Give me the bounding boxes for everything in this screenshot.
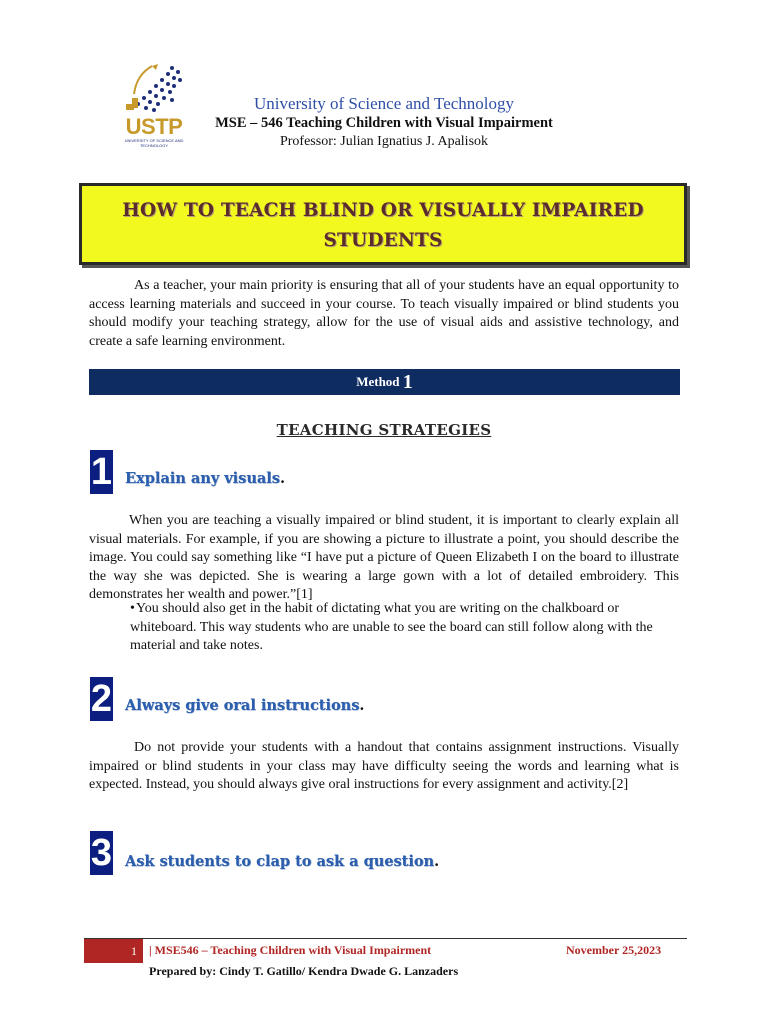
intro-text: As a teacher, your main priority is ensuring that all of your students have an equal opportunity to access learning materials and succeed in your course. To teach visually impaired or blind students you should modify your teaching strategy, allow for the use of visual aids and assistive technology, and create a safe learning environment. <box>89 278 679 349</box>
footer-date: November 25,2023 <box>566 943 662 957</box>
step-1-paragraph <box>89 512 679 605</box>
method-label: Method <box>356 374 400 389</box>
step-3-number-block: 3 <box>90 832 113 874</box>
bullet-marker: • <box>130 601 135 616</box>
document-title-line-1: HOW TO TEACH BLIND OR VISUALLY IMPAIRED <box>122 200 644 221</box>
step-1-title-period: . <box>279 470 286 487</box>
intro-paragraph <box>89 277 679 351</box>
step-3-title-text: Ask students to clap to ask a question <box>125 853 435 870</box>
document-title-box <box>79 183 687 265</box>
section-heading: TEACHING STRATEGIES <box>276 421 492 439</box>
course-title: MSE – 546 Teaching Children with Visual Impairment <box>215 115 553 131</box>
step-1-bullet-text: You should also get in the habit of dictating what you are writing on the chalkboard or whiteboard. This way students who are unable to see the board can still follow along with the material and take notes. <box>130 601 653 654</box>
method-number: 1 <box>402 371 413 393</box>
footer-page-number: 1 <box>84 939 143 963</box>
method-banner <box>89 369 680 395</box>
step-1-number-block: 1 <box>90 451 113 493</box>
step-1-bullet <box>130 600 680 656</box>
footer-rule <box>84 938 687 939</box>
step-2-title <box>125 697 364 714</box>
university-name: University of Science and Technology <box>253 94 515 113</box>
step-1-title <box>125 470 285 487</box>
step-3-title <box>125 853 439 870</box>
step-3-title-period: . <box>434 853 440 870</box>
footer-prepared-by: Prepared by: Cindy T. Gatillo/ Kendra Dwade G. Lanzaders <box>149 964 459 978</box>
logo-subtext: UNIVERSITY OF SCIENCE AND TECHNOLOGY <box>124 138 184 148</box>
footer-course: | MSE546 – Teaching Children with Visual Impairment <box>149 943 432 957</box>
step-2-title-period: . <box>359 697 365 714</box>
step-1-paragraph-text: When you are teaching a visually impaired or blind student, it is important to clearly explain all visual materials. For example, if you are showing a picture to illustrate a point, you should describe the image. You could say something like “I have put a picture of Queen Elizabeth I on the board to illustrate the way she was depicted. She is wearing a large gown with a lot of detailed embroidery. This demonstrates her wealth and power.”[1] <box>89 513 679 603</box>
step-2-paragraph <box>89 739 679 795</box>
step-2-paragraph-text: Do not provide your students with a handout that contains assignment instructions. Visually impaired or blind students in your class may have difficulty seeing the words and learning what is expected. Instead, you should always give oral instructions for every assignment and activity.[2] <box>89 740 679 793</box>
step-2-number-block: 2 <box>90 678 113 720</box>
logo-wordmark: USTP <box>125 114 183 139</box>
document-title-line-2: STUDENTS <box>323 230 443 251</box>
step-1-title-text: Explain any visuals <box>125 470 280 487</box>
step-2-title-text: Always give oral instructions <box>125 697 360 714</box>
professor-name: Professor: Julian Ignatius J. Apalisok <box>279 134 489 149</box>
